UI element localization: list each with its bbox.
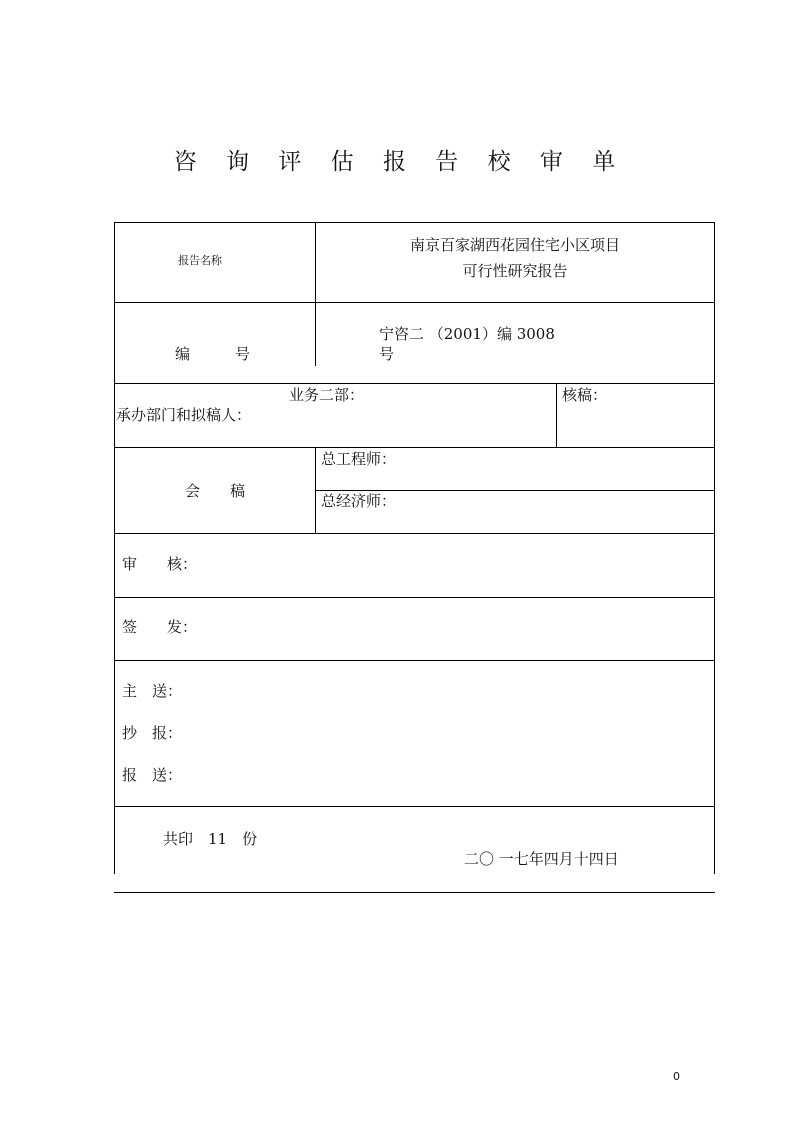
row-divider-5	[114, 533, 715, 534]
number-value-line1: 宁咨二 （2001）编 3008	[379, 325, 555, 343]
chief-engineer-label: 总工程师：	[321, 450, 397, 468]
table-left-border	[114, 222, 115, 874]
review-label: 审 核：	[122, 555, 198, 573]
row-divider-3	[114, 447, 715, 448]
issue-label: 签 发：	[122, 618, 198, 636]
table-right-border	[714, 222, 715, 874]
row-divider-7	[114, 660, 715, 661]
row-divider-2	[114, 383, 715, 384]
report-to-label: 报 送：	[122, 766, 183, 784]
page-title: 咨 询 评 估 报 告 校 审 单	[173, 149, 627, 175]
row-divider-8	[114, 806, 715, 807]
row-divider-4-inner	[315, 490, 715, 491]
row-divider-6	[114, 597, 715, 598]
countersign-label: 会 稿	[185, 482, 246, 500]
number-value-line2: 号	[379, 345, 395, 363]
report-name-line2: 可行性研究报告	[462, 262, 568, 280]
copies-text: 共印 11 份	[163, 830, 258, 848]
row-divider-1	[114, 302, 715, 303]
chief-economist-label: 总经济师：	[321, 492, 397, 510]
department-value: 业务二部：	[289, 386, 365, 404]
table-bottom-border	[114, 892, 715, 893]
report-name-line1: 南京百家湖西花园住宅小区项目	[409, 236, 620, 254]
copy-to-label: 抄 报：	[122, 724, 183, 742]
report-name-label: 报告名称	[178, 254, 222, 267]
divider-row2	[315, 302, 316, 366]
divider-row3	[556, 383, 557, 448]
page-number: 0	[673, 1070, 680, 1083]
number-label: 编 号	[175, 345, 251, 363]
table-top-border	[114, 222, 715, 223]
date-text: 二〇 一七年四月十四日	[464, 850, 619, 868]
department-label: 承办部门和拟稿人：	[116, 406, 252, 424]
send-to-label: 主 送：	[122, 682, 183, 700]
check-label: 核稿：	[562, 386, 608, 404]
